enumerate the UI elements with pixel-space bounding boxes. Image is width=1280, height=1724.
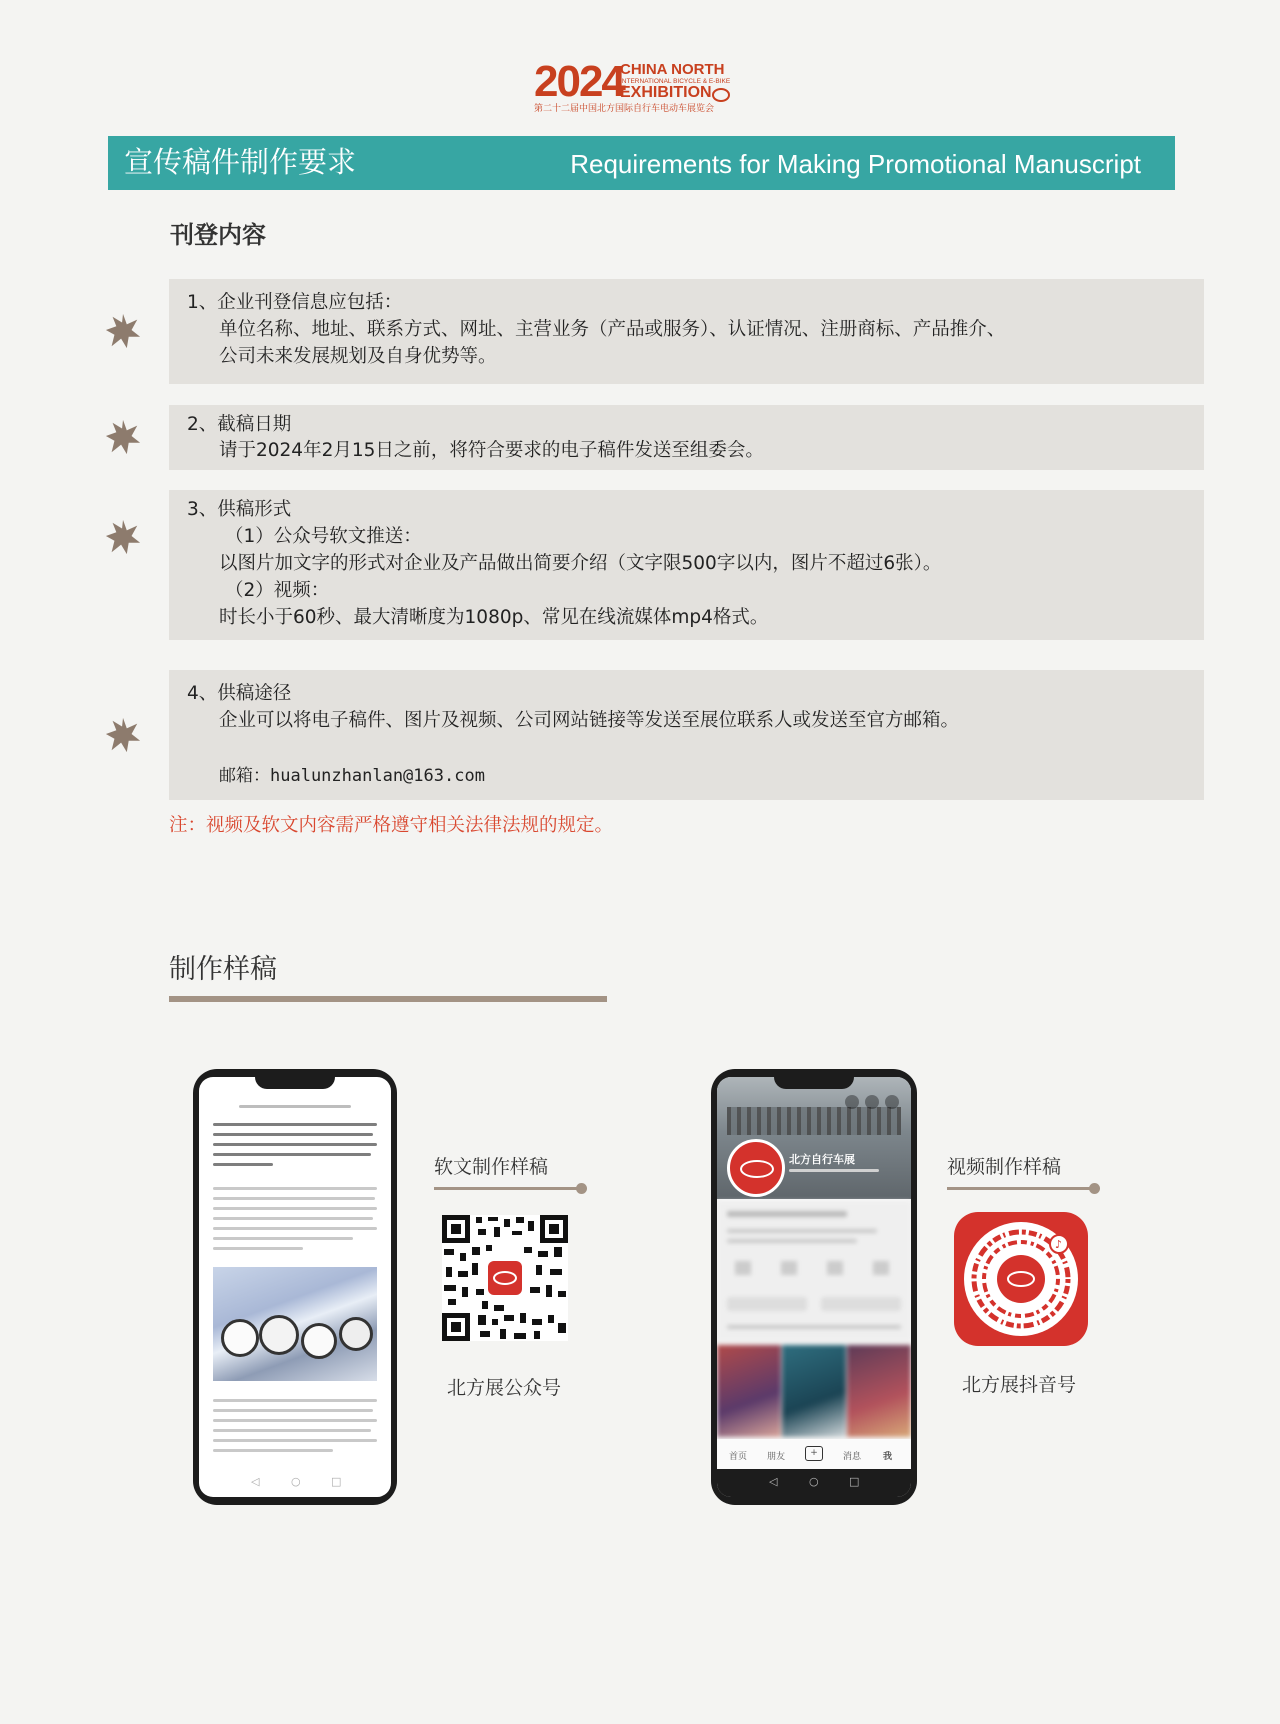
logo-line-china-north: CHINA NORTH	[620, 61, 725, 78]
item-heading: 4、供稿途径	[187, 683, 292, 704]
star-icon	[104, 518, 142, 556]
header-title-en: Requirements for Making Promotional Manuscript	[570, 149, 1141, 179]
article-phone-screen	[199, 1077, 391, 1497]
samples-divider	[169, 996, 607, 1002]
search-icon[interactable]	[865, 1095, 879, 1109]
wechat-qr-code	[442, 1215, 568, 1341]
item-text: 以图片加文字的形式对企业及产品做出简要介绍（文字限500字以内，图片不超过6张）。	[219, 553, 942, 574]
logo-line-exhibition: EXHIBITION	[620, 84, 712, 101]
video-label-connector	[947, 1187, 1093, 1190]
star-icon	[104, 312, 142, 350]
item-text: 时长小于60秒、最大清晰度为1080p、常见在线流媒体mp4格式。	[219, 607, 769, 628]
item-heading: 1、企业刊登信息应包括：	[187, 292, 403, 313]
wechat-qr-caption: 北方展公众号	[447, 1377, 562, 1399]
item-heading: 3、供稿形式	[187, 499, 292, 520]
video-label-connector-dot	[1089, 1183, 1100, 1194]
video-thumbnails-blurred	[717, 1345, 911, 1437]
add-video-icon[interactable]: +	[805, 1446, 823, 1461]
header-title-cn: 宣传稿件制作要求	[124, 145, 357, 179]
item-subheading: （1）公众号软文推送：	[225, 526, 422, 547]
article-label-connector-dot	[576, 1183, 587, 1194]
section-title: 刊登内容	[170, 221, 266, 249]
android-nav-bar	[717, 1469, 911, 1497]
nav-recents-icon: □	[849, 1475, 860, 1488]
share-icon[interactable]	[845, 1095, 859, 1109]
logo-tagline: 第二十二届中国北方国际自行车电动车展览会	[534, 104, 715, 114]
item-subheading: （2）视频：	[225, 580, 330, 601]
nav-recents-icon: □	[331, 1475, 342, 1488]
phone-notch	[774, 1077, 854, 1089]
douyin-tab-bar: 首页 朋友 + 消息 我	[717, 1439, 911, 1469]
logo-line-international: INTERNATIONAL BICYCLE & E-BIKE	[620, 78, 731, 85]
article-label-connector	[434, 1187, 580, 1190]
item-text: 企业可以将电子稿件、图片及视频、公司网站链接等发送至展位联系人或发送至官方邮箱。	[219, 710, 960, 731]
info-box-format	[169, 490, 1204, 640]
nav-back-icon: ◁	[251, 1475, 260, 1488]
video-phone-mockup	[711, 1069, 917, 1505]
svg-text:♪: ♪	[1055, 1238, 1063, 1251]
video-phone-screen	[717, 1077, 911, 1497]
profile-stats-blurred	[717, 1201, 911, 1341]
profile-avatar	[727, 1139, 785, 1197]
header-bar	[108, 136, 1175, 190]
star-icon	[104, 716, 142, 754]
video-sample-label: 视频制作样稿	[947, 1156, 1062, 1178]
item-text: 单位名称、地址、联系方式、网址、主营业务（产品或服务）、认证情况、注册商标、产品推介、	[219, 319, 1006, 340]
item-text: 公司未来发展规划及自身优势等。	[219, 346, 497, 367]
nav-home-icon: ○	[809, 1475, 819, 1488]
info-box-deadline	[169, 405, 1204, 470]
info-box-channel	[169, 670, 1204, 800]
more-icon[interactable]	[885, 1095, 899, 1109]
article-phone-mockup	[193, 1069, 397, 1505]
samples-title: 制作样稿	[169, 954, 277, 985]
item-heading: 2、截稿日期	[187, 414, 292, 435]
douyin-code-ring	[964, 1222, 1078, 1336]
douyin-qr-caption: 北方展抖音号	[962, 1374, 1077, 1396]
exhibition-logo	[534, 57, 748, 116]
nav-back-icon: ◁	[769, 1475, 778, 1488]
phone-notch	[255, 1077, 335, 1089]
email-address[interactable]: 邮箱：hualunzhanlan@163.com	[219, 766, 485, 786]
douyin-code	[954, 1212, 1088, 1346]
logo-year: 2024	[534, 57, 624, 106]
profile-name: 北方自行车展	[789, 1153, 855, 1166]
article-sample-label: 软文制作样稿	[434, 1156, 549, 1178]
info-box-content	[169, 279, 1204, 384]
item-text: 请于2024年2月15日之前，将符合要求的电子稿件发送至组委会。	[219, 440, 764, 461]
nav-home-icon: ○	[291, 1475, 301, 1488]
legal-note: 注：视频及软文内容需严格遵守相关法律法规的规定。	[169, 815, 614, 836]
logo-badge-icon	[712, 88, 730, 102]
star-icon	[104, 418, 142, 456]
article-image-scooters	[213, 1267, 377, 1381]
